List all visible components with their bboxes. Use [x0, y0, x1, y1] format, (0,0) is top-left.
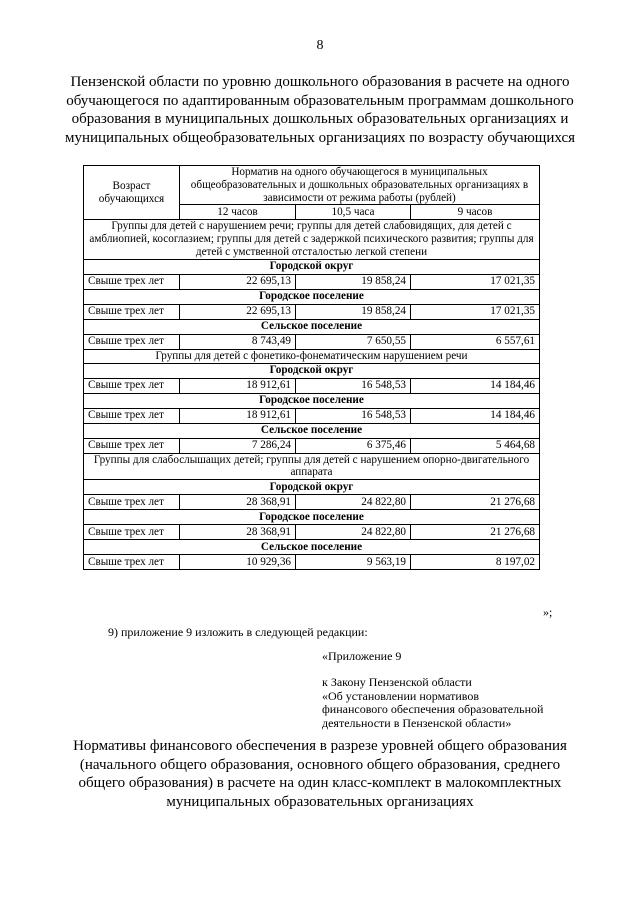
row-label: Свыше трех лет [84, 378, 180, 393]
appendix-line: к Закону Пензенской области [322, 675, 472, 690]
table-row [84, 334, 540, 349]
row-label: Свыше трех лет [84, 274, 180, 289]
value-cell: 6 557,61 [411, 334, 540, 349]
value-cell: 28 368,91 [180, 495, 296, 510]
value-cell: 17 021,35 [411, 304, 540, 319]
value-cell: 6 375,46 [296, 438, 411, 453]
table-row [84, 408, 540, 423]
appendix-line: деятельности в Пензенской области» [322, 715, 512, 730]
value-cell: 22 695,13 [180, 304, 296, 319]
value-cell: 17 021,35 [411, 274, 540, 289]
value-cell: 8 743,49 [180, 334, 296, 349]
section-title: Городское поселение [84, 393, 540, 408]
value-cell: 19 858,24 [296, 274, 411, 289]
table-row [84, 555, 540, 570]
value-cell: 16 548,53 [296, 378, 411, 393]
value-cell: 24 822,80 [296, 525, 411, 540]
row-label: Свыше трех лет [84, 304, 180, 319]
section-title: Городское поселение [84, 510, 540, 525]
value-cell: 18 912,61 [180, 408, 296, 423]
row-label: Свыше трех лет [84, 555, 180, 570]
row-label: Свыше трех лет [84, 408, 180, 423]
norms-table [83, 165, 540, 570]
amendment-item-9: 9) приложение 9 изложить в следующей редакции: [108, 625, 368, 639]
value-cell: 21 276,68 [411, 525, 540, 540]
header-norm: Норматив на одного обучающегося в муниципальных общеобразовательных и дошкольных образовательных организациях в зависимости от режима работы (рублей) [180, 166, 540, 205]
table-row [84, 438, 540, 453]
value-cell: 14 184,46 [411, 408, 540, 423]
row-label: Свыше трех лет [84, 525, 180, 540]
group-title: Группы для детей с фонетико-фонематическим нарушением речи [84, 349, 540, 363]
section-heading: Пензенской области по уровню дошкольного образования в расчете на одного обучающегося по адаптированным образовательным программам дошкольного образования в муниципальных дошкольных образовательных организациях и муниципальных общеобразовательных организациях по возрасту обучающихся [64, 74, 576, 146]
value-cell: 16 548,53 [296, 408, 411, 423]
value-cell: 19 858,24 [296, 304, 411, 319]
value-cell: 10 929,36 [180, 555, 296, 570]
section-title: Сельское поселение [84, 540, 540, 555]
quote-end: »; [543, 605, 553, 619]
section-title: Городской округ [84, 363, 540, 378]
value-cell: 9 563,19 [296, 555, 411, 570]
page-number: 8 [316, 38, 324, 53]
value-cell: 22 695,13 [180, 274, 296, 289]
appendix-header [322, 650, 543, 730]
appendix-line: финансового обеспечения образовательной [322, 702, 544, 717]
value-cell: 7 650,55 [296, 334, 411, 349]
mode-9h: 9 часов [411, 205, 540, 220]
group-title: Группы для слабослышащих детей; группы для детей с нарушением опорно-двигательного аппарата [84, 453, 540, 480]
value-cell: 8 197,02 [411, 555, 540, 570]
value-cell: 18 912,61 [180, 378, 296, 393]
section-title: Сельское поселение [84, 423, 540, 438]
value-cell: 7 286,24 [180, 438, 296, 453]
appendix-title: «Приложение 9 [322, 649, 402, 663]
value-cell: 14 184,46 [411, 378, 540, 393]
value-cell: 24 822,80 [296, 495, 411, 510]
row-label: Свыше трех лет [84, 334, 180, 349]
table-row [84, 378, 540, 393]
section-title: Городское поселение [84, 289, 540, 304]
table-row [84, 274, 540, 289]
mode-12h: 12 часов [180, 205, 296, 220]
mode-10-5h: 10,5 часа [296, 205, 411, 220]
row-label: Свыше трех лет [84, 495, 180, 510]
value-cell: 28 368,91 [180, 525, 296, 540]
header-age: Возраст обучающихся [84, 166, 180, 220]
value-cell: 5 464,68 [411, 438, 540, 453]
section-title: Городской округ [84, 259, 540, 274]
table-row [84, 525, 540, 540]
table-row [84, 304, 540, 319]
row-label: Свыше трех лет [84, 438, 180, 453]
group-title: Группы для детей с нарушением речи; группы для детей слабовидящих, для детей с амблиопией, косоглазием; группы для детей с задержкой психического развития; группы для детей с умственной отсталостью легкой степени [84, 220, 540, 259]
section-title: Городской округ [84, 480, 540, 495]
value-cell: 21 276,68 [411, 495, 540, 510]
table-row [84, 495, 540, 510]
appendix-line: «Об установлении нормативов [322, 688, 480, 703]
section-title: Сельское поселение [84, 319, 540, 334]
document-title: Нормативы финансового обеспечения в разрезе уровней общего образования (начального общего образования, основного общего образования, среднего общего образования) в расчете на один класс-комплект в малокомплектных муниципальных образовательных организациях [73, 738, 567, 810]
